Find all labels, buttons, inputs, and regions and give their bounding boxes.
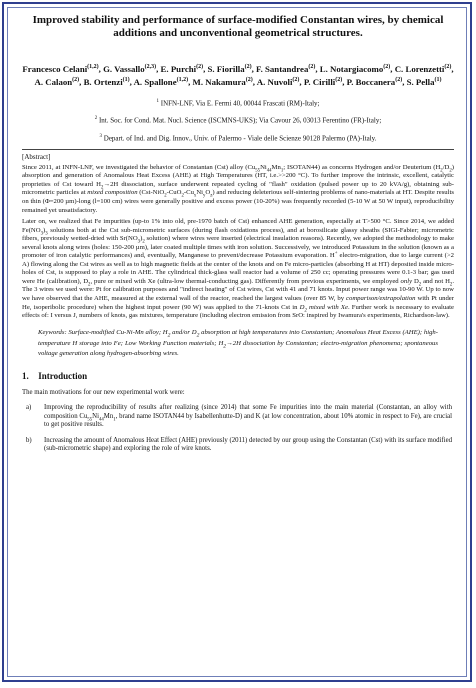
author-name: Francesco Celani$^{(1,2)}$	[22, 63, 99, 74]
list-item	[22, 404, 454, 430]
author-affiliation-mark: (2,3)	[144, 64, 157, 70]
author-affiliation-mark: (2)	[308, 64, 316, 70]
abstract-paragraph-2: Later on, we realized that Fe impurities (up-to 1% into old, pre-1970 batch of Cst) enhanced AHE generation, especially at T>500 °C. Since 2014, we added $Fe(NO_3)_3$ solutions both at the Cst sub-micrometric surfaces (during flash oxidations process), and at borosilicate glassy sheaths (SIGI-Fabier; micrometric fibers, previously wetted-dried with $Sr(NO_3)_2$ solution) where wires were inserted (electrical insulation reasons). Recently, we adopted the methodology to make several knots along wires (holes: 150-200 µm), later coated multiple times with iron solution. Successively, we introduced Potassium in the solution (known as a promoter of iron catalytic performances) and, eventually, Manganese to prevent/decrease Potassium evaporation. H+ electro-migration, due to large current (>2 A) flowing along the Cst wires as well as to high magnetic fields at the center of the knots and on Fe micro-particles (absorbing H at HT) deposited inside micro-holes of Cst, is supposed to play a role in AHE. The cylindrical thick-glass wall reactor had a volume of 250 cc; operating pressures were 0.1-3 bar; gas used were He (calibration), $D_2$, pure or mixed with Xe (ultra-low thermal-conducting gas). Differently from previous experiments, we employed only $D_2$ and not $H_2$. The 3 wires we used were: Pt for calibration purposes and "indirect heating" of Cst wires, Cst with 41 and 71 knots. Input power range was 10-90 W. Up to now we have observed that the AHE, measured at the external wall of the reactor, reached the largest values (over 85 W, by comparison/extrapolation with Pt under He, isoperibolic procedure) when the highest input power (90 W) was applied to the 71-knots Cst in $D_2$ mixed with Xe. Further work is necessary to evaluate effects of: I versus J, numbers of knots, gas mixtures, temperature (including electron emission from SrO: inspired by Iwamura's experiments, Richardson-law).	[22, 218, 454, 320]
author-affiliation-mark: (2)	[335, 77, 343, 84]
section-title: Introduction	[38, 370, 88, 381]
author-name: F. Santandrea$^{(2)}$	[256, 63, 316, 74]
list-item-text: Increasing the amount of Anomalous Heat Effect (AHE) previously (2011) detected by our group using the Constantan (Cst) with its surface modified (sub-micrometric shape) and exploring the role of wire knots.	[44, 436, 452, 453]
affiliation-number: 1	[156, 98, 160, 104]
author-name: S. Pella$^{(1)}$	[406, 77, 442, 88]
author-name: M. Nakamura$^{(2)}$	[192, 77, 253, 88]
abstract-top-divider	[22, 149, 454, 150]
author-name: L. Notargiacomo$^{(2)}$	[319, 63, 391, 74]
author-name: P. Cirilli$^{(2)}$	[303, 77, 343, 88]
author-name: E. Purchi$^{(2)}$	[160, 63, 204, 74]
keywords: Keywords: Surface-modified Cu-Ni-Mn alloy; $H_2$ and/or $D_2$ absorption at high temperatures into Constantan; Anomalous Heat Excess (AHE); high-temperature H storage into Fe; Low Working Function materials; $H_2\to 2H$ dissociation by Constantan; electro-migration phenomena; spontaneous voltage generation along hydrogen-absorbing wires.	[38, 328, 438, 358]
section-heading-introduction	[22, 371, 454, 381]
author-affiliation-mark: (1)	[434, 77, 442, 84]
author-affiliation-mark: (2)	[72, 77, 80, 84]
author-affiliation-mark: (2)	[383, 64, 391, 70]
affiliation-number: 2	[94, 116, 98, 122]
author-affiliation-mark: (1)	[122, 77, 130, 84]
affiliation: $^2$ Int. Soc. for Cond. Mat. Nucl. Science (ISCMNS-UKS); Via Cavour 26, 03013 Ferentino (FR)-Italy;	[94, 116, 382, 125]
author-name: A. Calaon$^{(2)}$	[34, 77, 80, 88]
author-affiliation-mark: (2)	[444, 64, 452, 70]
author-affiliation-mark: (1,2)	[176, 77, 189, 84]
abstract-paragraph-1: Since 2011, at INFN-LNF, we investigated the behavior of Constantan (Cst) alloy ($Cu_{55}Ni_{44}Mn_1$; ISOTAN44) as concerns Hydrogen and/or Deuterium $(H_2/D_2)$ absorption and generation of Anomalous Heat Excess (AHE) at High Temperatures (HT, i.e.>>200 °C). To further improve the intrinsic, excellent, catalytic proprieties of Cst toward $H_2\to 2H$ dissociation, surface underwent repeated cycling of "flash" oxidation (pulsed power up to 20 kVA/g), obtaining sub-micrometric particles at mixed composition $(Cst-NiO_2-CuO_2-Cu_xNi_yO_z)$ and reducing deleterious self-sintering problems of nano-materials at HT. Despite results on thin (Φ=200 µm)-long (l=100 cm) wires were generally positive and excess power (10-20%) was frequently recorded (5-10 W at 50 W input), reproducibility remained yet unsatisfactory.	[22, 163, 455, 214]
author-affiliation-mark: (2)	[244, 64, 252, 70]
affiliation: $^3$ Depart. of Ind. and Dig. Innov., Univ. of Palermo - Viale delle Scienze 90128 Palermo (PA)-Italy.	[99, 133, 377, 142]
author-name: S. Fiorilla$^{(2)}$	[207, 63, 252, 74]
page-frame	[2, 2, 472, 682]
paper-title: Improved stability and performance of surface-modified Constantan wires, by chemical additions and unconventional geometrical structures.	[32, 14, 444, 39]
author-name: A. Nuvoli$^{(2)}$	[256, 77, 300, 88]
intro-paragraph: The main motivations for our new experimental work were:	[22, 388, 185, 396]
list-item	[22, 437, 454, 454]
author-name: G. Vassallo$^{(2,3)}$	[103, 63, 157, 74]
list-item-text: Improving the reproducibility of results after realizing (since 2014) that some Fe impurities into the main material (Constantan, an alloy with composition $Cu_{55}Ni_{44}Mn_1$, brand name ISOTAN44 by Isabellenhutte-D) and K (at low concentration, about 10% atomic in respect to Fe), are crucial to get positive results.	[44, 403, 452, 429]
author-name: B. Ortenzi$^{(1)}$	[83, 77, 130, 88]
author-affiliation-mark: (2)	[395, 77, 403, 84]
page-inner-border	[7, 7, 467, 677]
author-name: C. Lorenzetti$^{(2)}$	[394, 63, 452, 74]
author-name: P. Boccanera$^{(2)}$	[346, 77, 403, 88]
author-list: Francesco Celani$^{(1,2)}$, G. Vassallo$^{(2,3)}$, E. Purchi$^{(2)}$, S. Fiorilla$^{(2)}$, F. Santandrea$^{(2)}$, L. Notargiacomo$^{(2)}$, C. Lorenzetti$^{(2)}$, A. Calaon$^{(2)}$, B. Ortenzi$^{(1)}$, A. Spallone$^{(1,2)}$, M. Nakamura$^{(2)}$, A. Nuvoli$^{(2)}$, P. Cirilli$^{(2)}$, P. Boccanera$^{(2)}$, S. Pella$^{(1)}$	[22, 63, 454, 88]
list-item-marker: a)	[26, 403, 32, 411]
motivation-list	[22, 404, 454, 454]
author-affiliation-mark: (2)	[196, 64, 204, 70]
author-affiliation-mark: (1,2)	[87, 64, 99, 70]
author-affiliation-mark: (2)	[292, 77, 300, 84]
author-affiliation-mark: (2)	[245, 77, 253, 84]
paper-content	[22, 14, 454, 454]
section-number: 1.	[22, 370, 29, 381]
affiliation-number: 3	[99, 133, 103, 139]
abstract	[22, 164, 454, 321]
affiliation: $^1$ INFN-LNF, Via E. Fermi 40, 00044 Frascati (RM)-Italy;	[156, 98, 320, 108]
author-name: A. Spallone$^{(1,2)}$	[133, 77, 189, 88]
affiliation-list	[22, 97, 454, 143]
list-item-marker: b)	[26, 436, 32, 444]
abstract-label: [Abstract]	[22, 152, 51, 161]
